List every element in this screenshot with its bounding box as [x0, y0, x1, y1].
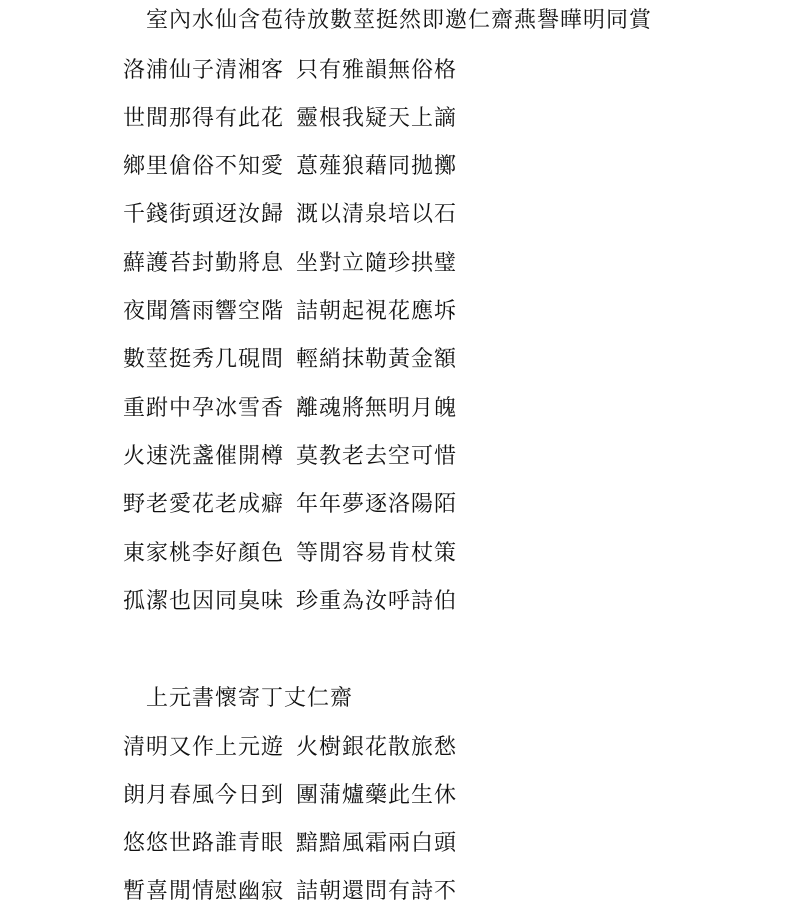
line-first-half: 洛浦仙子清湘客	[123, 58, 285, 83]
poem-line	[123, 398, 457, 420]
line-first-half: 暫喜閒情慰幽寂	[123, 879, 285, 904]
line-first-half: 東家桃李好顏色	[123, 541, 285, 566]
poem-title: 上元書懷寄丁丈仁齋	[146, 686, 354, 711]
poem-line	[123, 60, 457, 82]
poem-line	[123, 204, 457, 226]
line-second-half: 只有雅韻無俗格	[296, 58, 458, 83]
line-first-half: 鄉里傖俗不知愛	[123, 154, 285, 179]
poem-line	[123, 881, 457, 903]
poem-line	[123, 253, 457, 275]
line-second-half: 靈根我疑天上謫	[296, 106, 458, 131]
line-first-half: 重跗中孕冰雪香	[123, 396, 285, 421]
line-second-half: 火樹銀花散旅愁	[296, 735, 458, 760]
poem-line	[123, 591, 457, 613]
poem-line	[123, 833, 457, 855]
line-first-half: 數莖挺秀几硯間	[123, 347, 285, 372]
poem-line	[123, 349, 457, 371]
line-first-half: 蘚護苔封勤將息	[123, 251, 285, 276]
line-first-half: 清明又作上元遊	[123, 735, 285, 760]
line-second-half: 珍重為汝呼詩伯	[296, 589, 458, 614]
line-second-half: 輕綃抹勒黃金額	[296, 347, 458, 372]
line-first-half: 孤潔也因同臭味	[123, 589, 285, 614]
poem-line	[123, 494, 457, 516]
poem-line	[123, 737, 457, 759]
line-second-half: 莫教老去空可惜	[296, 444, 458, 469]
line-second-half: 等閒容易肯杖策	[296, 541, 458, 566]
poem-line	[123, 156, 457, 178]
line-first-half: 千錢街頭迓汝歸	[123, 202, 285, 227]
line-second-half: 詰朝還問有詩不	[296, 879, 458, 904]
line-second-half: 團蒲爐藥此生休	[296, 783, 458, 808]
line-second-half: 詰朝起視花應坼	[296, 299, 458, 324]
line-first-half: 悠悠世路誰青眼	[123, 831, 285, 856]
line-first-half: 夜聞簷雨響空階	[123, 299, 285, 324]
poem-line	[123, 543, 457, 565]
line-second-half: 溉以清泉培以石	[296, 202, 458, 227]
poem-line	[123, 108, 457, 130]
poem-line	[123, 301, 457, 323]
line-second-half: 年年夢逐洛陽陌	[296, 492, 458, 517]
line-second-half: 離魂將無明月魄	[296, 396, 458, 421]
poem-title: 室內水仙含苞待放數莖挺然即邀仁齋燕譽曄明同賞	[146, 8, 653, 33]
line-first-half: 火速洗盞催開樽	[123, 444, 285, 469]
line-second-half: 黯黯風霜兩白頭	[296, 831, 458, 856]
line-first-half: 世間那得有此花	[123, 106, 285, 131]
line-second-half: 坐對立隨珍拱璧	[296, 251, 458, 276]
poem-line	[123, 446, 457, 468]
line-second-half: 蒠薤狼藉同拋擲	[296, 154, 458, 179]
line-first-half: 野老愛花老成癖	[123, 492, 285, 517]
poem-line	[123, 785, 457, 807]
line-first-half: 朗月春風今日到	[123, 783, 285, 808]
